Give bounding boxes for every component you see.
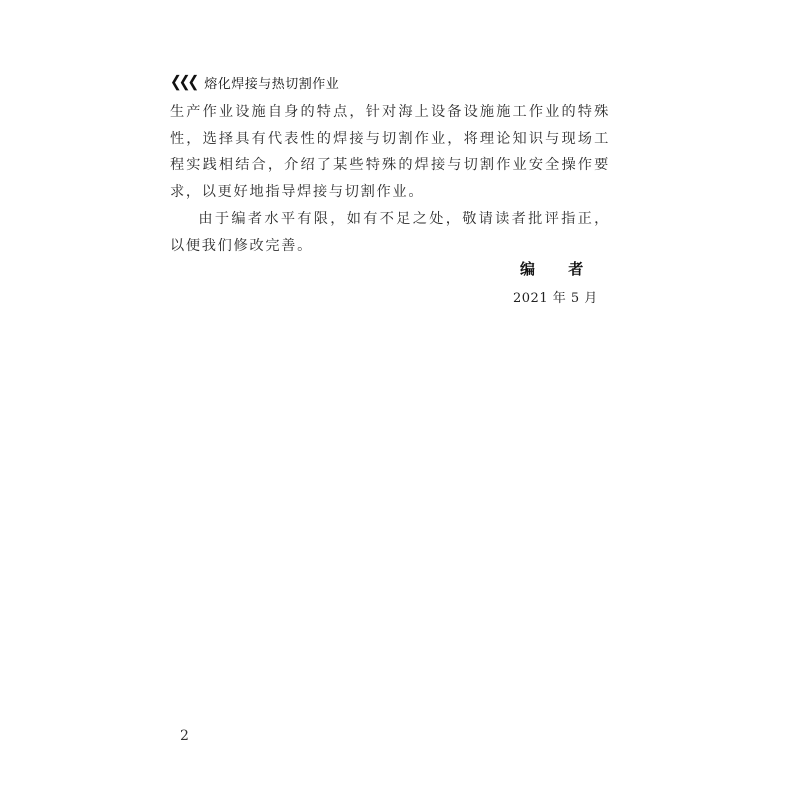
running-header: [170, 73, 339, 91]
body-text: [170, 99, 610, 259]
header-title: 熔化焊接与热切割作业: [204, 76, 340, 92]
triple-left-chevron-icon: ❮❮❮: [170, 73, 197, 91]
paragraph-1: 生产作业设施自身的特点，针对海上设备设施施工作业的特殊性，选择具有代表性的焊接与切割作业，将理论知识与现场工程实践相结合，介绍了某些特殊的焊接与切割作业安全操作要求，以更好地指导焊接与切割作业。: [170, 104, 610, 201]
page-number: 2: [180, 728, 189, 744]
author-signature: 编 者: [520, 260, 598, 278]
paragraph-2: 由于编者水平有限，如有不足之处，敬请读者批评指正，以便我们修改完善。: [170, 210, 610, 254]
date: 2021 年 5 月: [513, 291, 598, 306]
